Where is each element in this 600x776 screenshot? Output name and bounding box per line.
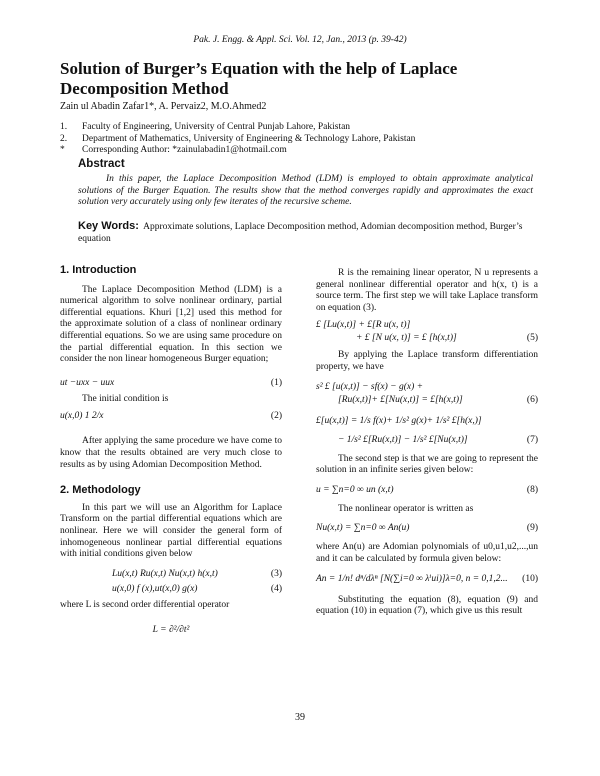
methodology-paragraph: In this part we will use an Algorithm for Laplace Transform on the partial differential equations which are nonlinear. Here we will consider the general form of inhomogeneous nonlinear partial differential equations with initial conditions given below [60, 502, 282, 560]
initial-condition-text: The initial condition is [82, 393, 169, 404]
paper-title: Solution of Burger’s Equation with the help of Laplace Decomposition Method [60, 59, 458, 98]
methodology-heading: 2. Methodology [60, 484, 141, 497]
equation-10: An = 1/n! dⁿ/dλⁿ [N(∑i=0 ∞ λⁱui)]λ=0, n = 0,1,2... (10) [316, 573, 538, 584]
keywords [78, 220, 533, 245]
corresponding-author: * Corresponding Author: *zainulabadin1@hotmail.com [60, 145, 287, 155]
journal-header: Pak. J. Engg. & Appl. Sci. Vol. 12, Jan., 2013 (p. 39-42) [193, 35, 407, 45]
left-column [60, 265, 282, 637]
after-paragraph: After applying the same procedure we have come to know that the results obtained are very much close to results as by using Adomian Decomposition Method. [60, 436, 282, 470]
equation-5-line-2: + £ [N u(x, t)] = £ [h(x,t)] (5) [356, 333, 538, 344]
equation-7-line-2: − 1/s² £[Ru(x,t)] − 1/s² £[Nu(x,t)] (7) [338, 434, 538, 445]
abstract-heading: Abstract [78, 158, 125, 170]
substitution-paragraph: Substituting the equation (8), equation (9) and equation (10) in equation (7), which give us this result [316, 594, 538, 617]
equation-8: u = ∑n=0 ∞ un (x,t) (8) [316, 484, 538, 495]
equation-9: Nu(x,t) = ∑n=0 ∞ An(u) (9) [316, 523, 538, 534]
equation-1: ut −uxx − uux (1) [60, 377, 282, 388]
introduction-paragraph: The Laplace Decomposition Method (LDM) is a numerical algorithm to solve nonlinear ordinary, partial differential equations. Khuri [1,2] used this method for the approximate solution of a class of nonlinear ordinary differential equations. So we are using same procedure on the partial differential equation. In this section we consider the non linear homogeneous Burger equation; [60, 284, 282, 365]
adomian-paragraph: where An(u) are Adomian polynomials of u0,u1,u2,...,un and it can be calculated by formula given below: [316, 542, 538, 564]
keywords-label: Key Words: [78, 220, 139, 232]
operator-paragraph: R is the remaining linear operator, N u represents a general nonlinear differential operator and h(x, t) is a source term. The first step we will take Laplace transform on equation (3). [316, 268, 538, 313]
laplace-property-paragraph: By applying the Laplace transform differentiation property, we have [316, 350, 538, 372]
series-paragraph: The second step is that we are going to represent the solution in an infinite series given below: [316, 453, 538, 476]
keywords-list: Approximate solutions, Laplace Decomposition method, Adomian decomposition method, Burger’s equation [78, 222, 523, 244]
equation-3: Lu(x,t) Ru(x,t) Nu(x,t) h(x,t) (3) [112, 568, 282, 579]
equation-6-line-1: s² £ [u(x,t)] − sf(x) − g(x) + [316, 381, 424, 392]
affiliation-1: 1. Faculty of Engineering, University of Central Punjab Lahore, Pakistan [60, 122, 351, 132]
nonlinear-operator-text: The nonlinear operator is written as [338, 503, 474, 514]
abstract-text: In this paper, the Laplace Decomposition Method (LDM) is employed to obtain approximate analytical solutions of the Burger Equation. The results show that the method converges rapidly and approximates the exact solution very accurately using only few iterates of the recursive scheme. [78, 174, 533, 207]
page-number: 39 [295, 712, 305, 723]
equation-7-line-1: £[u(x,t)] = 1/s f(x)+ 1/s² g(x)+ 1/s² £[h(x,)] [316, 415, 482, 426]
affiliation-2: 2. Department of Mathematics, University of Engineering & Technology Lahore, Pakistan [60, 133, 416, 144]
equation-2: u(x,0) 1 2/x (2) [60, 411, 282, 422]
equation-4: u(x,0) f (x),ut(x,0) g(x) (4) [112, 583, 282, 594]
equation-5-line-1: £ [Lu(x,t)] + £[R u(x, t)] [316, 320, 411, 331]
introduction-heading: 1. Introduction [60, 264, 137, 276]
equation-6-line-2: [Ru(x,t)]+ £[Nu(x,t)] = £[h(x,t)] (6) [338, 394, 538, 405]
right-column [316, 268, 538, 618]
operator-text: where L is second order differential operator [60, 599, 230, 610]
authors: Zain ul Abadin Zafar1*, A. Pervaiz2, M.O.Ahmed2 [60, 101, 267, 112]
affiliations [60, 122, 415, 157]
operator-equation: L = ∂²/∂t² [152, 625, 190, 636]
